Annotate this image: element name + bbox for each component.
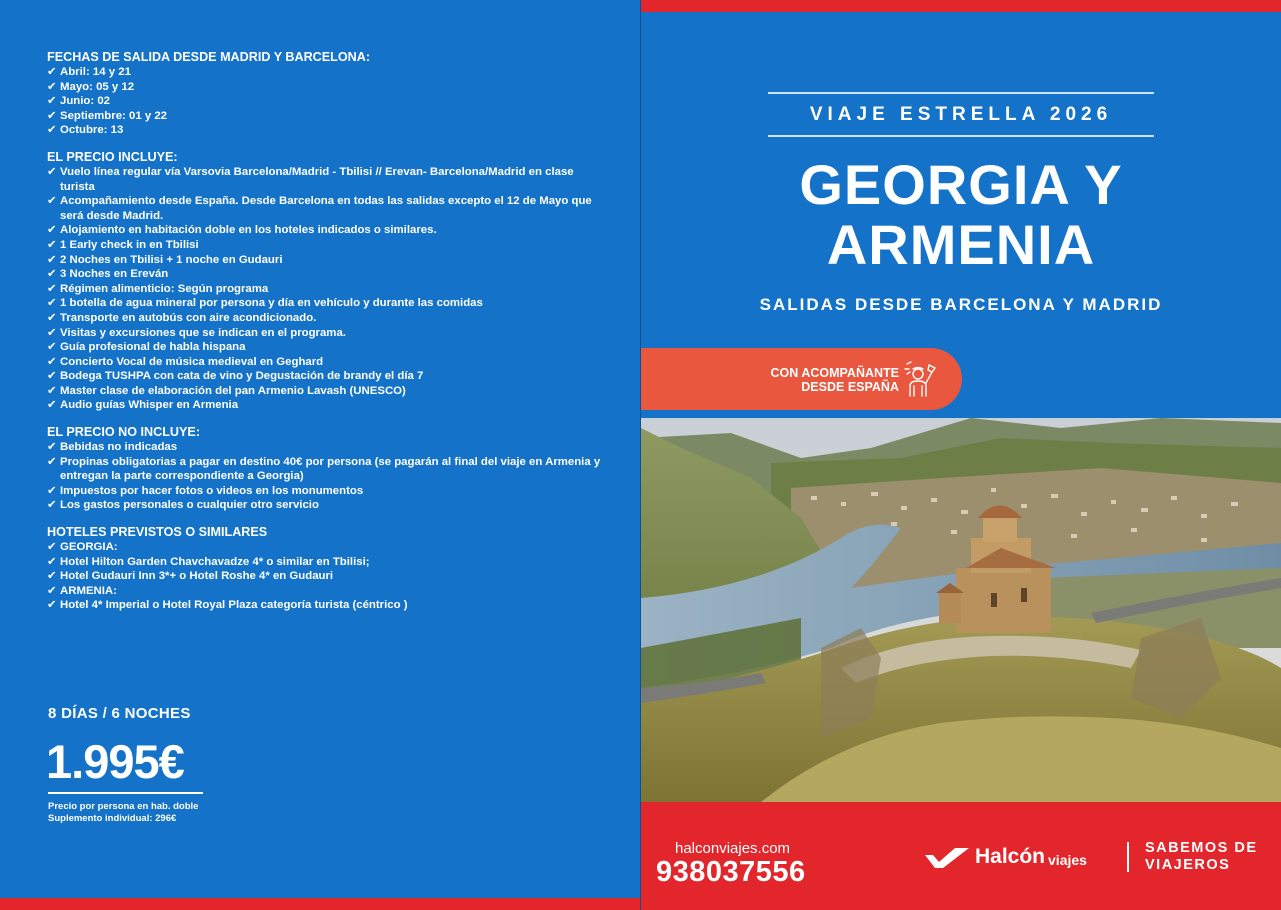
check-icon: ✔ xyxy=(47,384,57,397)
check-icon: ✔ xyxy=(47,95,57,108)
brand-slogan xyxy=(1145,840,1258,874)
phone-number[interactable]: 938037556 xyxy=(656,856,806,888)
check-icon: ✔ xyxy=(47,165,57,178)
slogan-line-2: VIAJEROS xyxy=(1145,857,1231,873)
list-item xyxy=(47,484,607,499)
right-top-bar xyxy=(641,0,1281,12)
list-item xyxy=(47,340,607,355)
list-item xyxy=(47,311,607,326)
check-icon: ✔ xyxy=(47,297,57,310)
check-icon: ✔ xyxy=(47,195,57,208)
info-section xyxy=(47,50,607,138)
title-line-2: ARMENIA xyxy=(826,213,1096,276)
check-icon: ✔ xyxy=(47,541,57,554)
info-section xyxy=(47,150,607,413)
check-icon: ✔ xyxy=(47,484,57,497)
check-icon: ✔ xyxy=(47,238,57,251)
left-bottom-bar xyxy=(0,898,640,910)
list-item xyxy=(47,598,607,613)
badge-line-2: DESDE ESPAÑA xyxy=(801,380,899,394)
check-icon: ✔ xyxy=(47,555,57,568)
check-icon: ✔ xyxy=(47,66,57,78)
list-item-text: Hotel Hilton Garden Chavchavadze 4* o similar en Tbilisi; xyxy=(60,555,370,568)
price-note-double: Precio por persona en hab. doble xyxy=(48,801,199,812)
list-item-text: Acompañamiento desde España. Desde Barcelona en todas las salidas excepto el 12 de Mayo que será desde Madrid. xyxy=(60,195,592,222)
trip-duration: 8 DÍAS / 6 NOCHES xyxy=(48,705,191,722)
list-item-text: ARMENIA: xyxy=(60,584,117,597)
list-item-text: Audio guías Whisper en Armenia xyxy=(60,399,239,412)
check-icon: ✔ xyxy=(47,341,57,354)
price-notes xyxy=(48,801,198,825)
list-item xyxy=(47,369,607,384)
list-item-text: Guía profesional de habla hispana xyxy=(60,341,246,354)
jvari-monastery-photo xyxy=(641,418,1281,802)
section-title: EL PRECIO NO INCLUYE: xyxy=(47,425,201,440)
page-subtitle: SALIDAS DESDE BARCELONA Y MADRID xyxy=(759,295,1163,314)
brand-logo xyxy=(925,840,1087,874)
list-item xyxy=(47,326,607,341)
list-item xyxy=(47,384,607,399)
check-icon: ✔ xyxy=(47,282,57,295)
section-title: EL PRECIO INCLUYE: xyxy=(47,149,178,164)
check-icon: ✔ xyxy=(47,311,57,324)
list-item xyxy=(47,555,607,570)
footer xyxy=(641,802,1281,910)
list-item-text: Vuelo línea regular vía Varsovia Barcelona/Madrid - Tbilisi // Erevan- Barcelona/Madrid en clase turista xyxy=(60,165,574,193)
list-item-text: Hotel Gudauri Inn 3*+ o Hotel Roshe 4* en Gudauri xyxy=(60,570,334,583)
list-item xyxy=(47,296,607,311)
companion-badge-text xyxy=(739,366,899,394)
section-title: HOTELES PREVISTOS O SIMILARES xyxy=(47,525,268,540)
list-item xyxy=(47,355,607,370)
list-item xyxy=(47,238,607,253)
check-icon: ✔ xyxy=(47,455,57,468)
list-item xyxy=(47,123,607,138)
list-item xyxy=(47,267,607,282)
list-item xyxy=(47,80,607,95)
list-item-text: Bebidas no indicadas xyxy=(60,441,178,454)
list-item-text: 1 Early check in en Tbilisi xyxy=(60,238,199,251)
list-item xyxy=(47,165,607,194)
list-item xyxy=(47,253,607,268)
list-item-text: Hotel 4* Imperial o Hotel Royal Plaza categoría turista (céntrico ) xyxy=(60,599,408,612)
check-icon: ✔ xyxy=(47,441,57,454)
list-item-text: Septiembre: 01 y 22 xyxy=(60,109,167,122)
badge-line-1: CON ACOMPAÑANTE xyxy=(770,366,899,380)
list-item-text: Octubre: 13 xyxy=(60,124,124,137)
check-icon: ✔ xyxy=(47,124,57,137)
list-item-text: 1 botella de agua mineral por persona y día en vehículo y durante las comidas xyxy=(60,297,483,310)
title-line-1: GEORGIA Y xyxy=(799,153,1123,216)
list-item-text: Propinas obligatorias a pagar en destino 40€ por persona (se pagarán al final del viaje en Armenia y entregan la parte correspondiente a Georgia) xyxy=(60,455,601,483)
price-note-single: Suplemento individual: 296€ xyxy=(48,813,177,824)
list-item-text: Mayo: 05 y 12 xyxy=(60,80,135,93)
list-item xyxy=(47,223,607,238)
list-item-text: Transporte en autobús con aire acondicionado. xyxy=(60,311,317,324)
check-icon: ✔ xyxy=(47,370,57,383)
list-item-text: 2 Noches en Tbilisi + 1 noche en Gudauri xyxy=(60,253,283,266)
check-icon: ✔ xyxy=(47,80,57,93)
list-item-text: Impuestos por hacer fotos o videos en los monumentos xyxy=(60,484,364,497)
list-item-text: Master clase de elaboración del pan Armenio Lavash (UNESCO) xyxy=(60,384,406,397)
check-icon: ✔ xyxy=(47,253,57,266)
list-item xyxy=(47,65,607,80)
check-icon: ✔ xyxy=(47,399,57,412)
list-item-text: 3 Noches en Ereván xyxy=(60,268,169,281)
check-icon: ✔ xyxy=(47,599,57,612)
check-icon: ✔ xyxy=(47,499,57,512)
list-item xyxy=(47,440,607,455)
list-item-text: Los gastos personales o cualquier otro servicio xyxy=(60,499,319,512)
check-icon: ✔ xyxy=(47,584,57,597)
list-item xyxy=(47,282,607,297)
brand-name: Halcón xyxy=(975,845,1046,868)
check-icon: ✔ xyxy=(47,326,57,339)
list-item-text: Junio: 02 xyxy=(60,95,111,108)
list-item xyxy=(47,398,607,413)
tour-guide-icon xyxy=(901,360,937,398)
trip-tag xyxy=(768,92,1154,137)
check-icon: ✔ xyxy=(47,268,57,281)
list-item xyxy=(47,194,607,223)
website-link[interactable]: halconviajes.com xyxy=(675,840,791,857)
list-item-text: Concierto Vocal de música medieval en Geghard xyxy=(60,355,324,368)
brand-suffix: viajes xyxy=(1048,852,1087,868)
list-item-text: Abril: 14 y 21 xyxy=(60,66,131,78)
trip-tag-text: VIAJE ESTRELLA 2026 xyxy=(809,103,1113,125)
list-item xyxy=(47,584,607,599)
list-item-text: Régimen alimenticio: Según programa xyxy=(60,282,269,295)
list-item-text: Bodega TUSHPA con cata de vino y Degustación de brandy el día 7 xyxy=(60,370,424,383)
list-item xyxy=(47,540,607,555)
list-item xyxy=(47,455,607,484)
page-title xyxy=(641,155,1281,275)
info-section xyxy=(47,425,607,513)
list-item-text: Visitas y excursiones que se indican en el programa. xyxy=(60,326,346,339)
slogan-line-1: SABEMOS DE xyxy=(1145,840,1258,856)
list-item-text: Alojamiento en habitación doble en los hoteles indicados o similares. xyxy=(60,224,437,237)
left-panel xyxy=(0,0,640,910)
list-item xyxy=(47,109,607,124)
halcon-wing-icon xyxy=(925,846,969,868)
info-section xyxy=(47,525,607,613)
companion-badge xyxy=(641,348,962,410)
footer-separator xyxy=(1127,842,1129,872)
check-icon: ✔ xyxy=(47,224,57,237)
section-title: FECHAS DE SALIDA DESDE MADRID Y BARCELONA: xyxy=(47,50,371,64)
landscape-illustration xyxy=(641,418,1281,802)
list-item xyxy=(47,569,607,584)
trip-price: 1.995€ xyxy=(46,735,184,788)
check-icon: ✔ xyxy=(47,355,57,368)
check-icon: ✔ xyxy=(47,570,57,583)
trip-details xyxy=(47,50,607,625)
list-item xyxy=(47,94,607,109)
list-item-text: GEORGIA: xyxy=(60,541,118,554)
price-underline xyxy=(48,792,203,794)
list-item xyxy=(47,498,607,513)
right-panel xyxy=(641,0,1281,910)
check-icon: ✔ xyxy=(47,109,57,122)
